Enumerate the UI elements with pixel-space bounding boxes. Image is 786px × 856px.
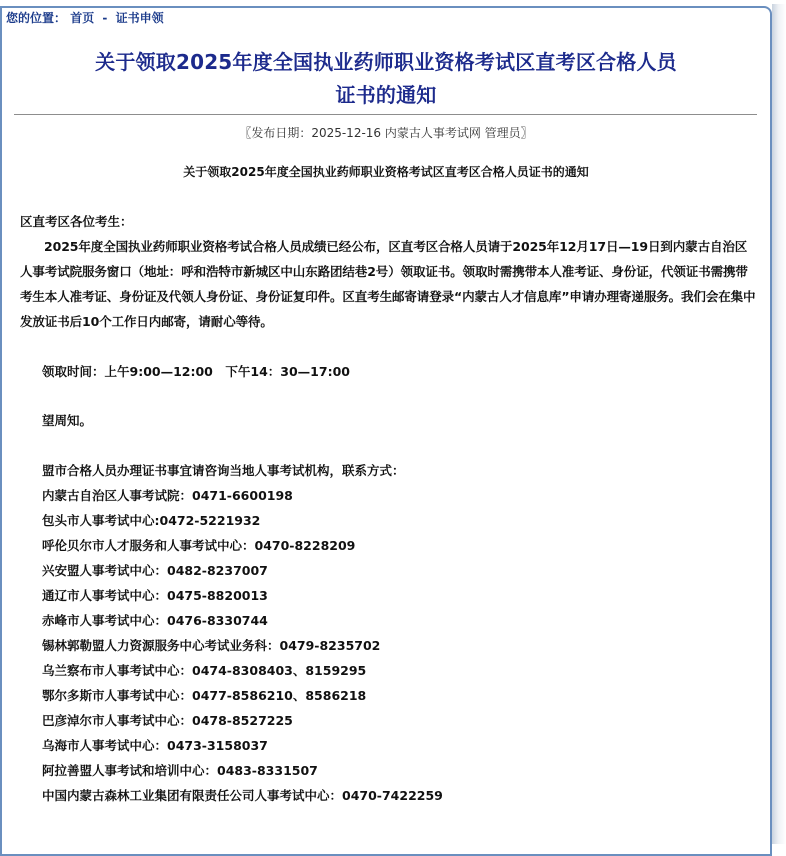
greeting: 区直考区各位考生： <box>20 214 133 229</box>
contact-item: 兴安盟人事考试中心：0482-8237007 <box>42 563 268 578</box>
breadcrumb <box>6 9 164 26</box>
contact-item: 中国内蒙古森林工业集团有限责任公司人事考试中心：0470-7422259 <box>42 788 443 803</box>
publish-meta: 〖发布日期：2025-12-16 内蒙古人事考试网 管理员〗 <box>239 126 533 140</box>
notice-text: 望周知。 <box>42 413 93 428</box>
breadcrumb-current-link[interactable]: 证书申领 <box>115 11 164 25</box>
breadcrumb-separator: - <box>102 11 108 25</box>
main-paragraph: 2025年度全国执业药师职业资格考试合格人员成绩已经公布，区直考区合格人员请于2025年12月17日—19日到内蒙古自治区人事考试院服务窗口（地址：呼和浩特市新城区中山东路团结巷2号）领取证书。领取时需携带本人准考证、身份证，代领证书需携带考生本人准考证、身份证及代领人身份证、身份证复印件。区直考生邮寄请登录“内蒙古人才信息库”申请办理寄递服务。我们会在集中发放证书后10个工作日内邮寄，请耐心等待。 <box>20 239 756 329</box>
contact-item: 内蒙古自治区人事考试院：0471-6600198 <box>42 488 293 503</box>
contact-item: 巴彦淖尔市人事考试中心：0478-8527225 <box>42 713 293 728</box>
contact-item: 赤峰市人事考试中心：0476-8330744 <box>42 613 268 628</box>
breadcrumb-home-link[interactable]: 首页 <box>70 11 95 25</box>
contact-item: 包头市人事考试中心:0472-5221932 <box>42 513 261 528</box>
article-subtitle: 关于领取2025年度全国执业药师职业资格考试区直考区合格人员证书的通知 <box>183 165 589 179</box>
page-title-line2: 证书的通知 <box>335 83 437 107</box>
contact-item: 乌海市人事考试中心：0473-3158037 <box>42 738 268 753</box>
scroll-shadow <box>772 4 786 844</box>
contact-item: 通辽市人事考试中心：0475-8820013 <box>42 588 268 603</box>
breadcrumb-label: 您的位置： <box>6 11 67 25</box>
title-divider <box>14 114 757 115</box>
contact-item: 鄂尔多斯市人事考试中心：0477-8586210、8586218 <box>42 688 367 703</box>
page-title-line1: 关于领取2025年度全国执业药师职业资格考试区直考区合格人员 <box>95 50 677 74</box>
contact-item: 乌兰察布市人事考试中心：0474-8308403、8159295 <box>42 663 367 678</box>
contact-item: 阿拉善盟人事考试和培训中心：0483-8331507 <box>42 763 318 778</box>
contact-item: 呼伦贝尔市人才服务和人事考试中心：0470-8228209 <box>42 538 356 553</box>
contacts-intro: 盟市合格人员办理证书事宜请咨询当地人事考试机构，联系方式： <box>42 463 405 478</box>
contact-item: 锡林郭勒盟人力资源服务中心考试业务科：0479-8235702 <box>42 638 381 653</box>
pickup-time: 领取时间：上午9:00—12:00 下午14：30—17:00 <box>42 364 350 379</box>
